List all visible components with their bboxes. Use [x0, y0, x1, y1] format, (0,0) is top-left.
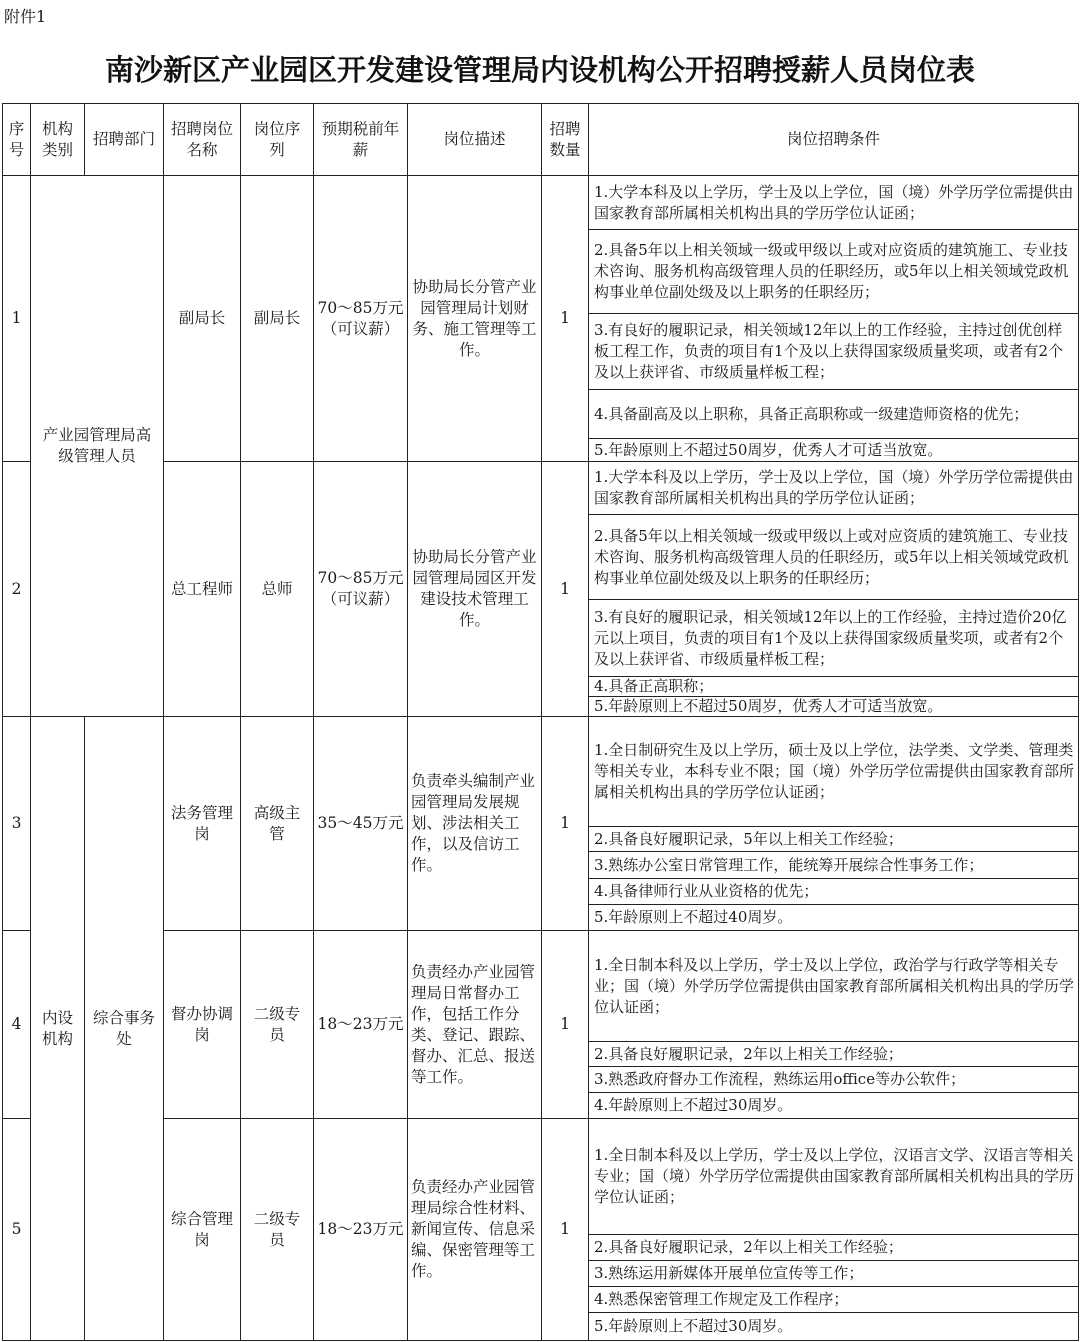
row-4-requirement: 3.熟悉政府督办工作流程，熟练运用office等办公软件；	[588, 1066, 1079, 1093]
row-4-requirement: 2.具备良好履职记录，2年以上相关工作经验；	[588, 1041, 1079, 1067]
row-2-requirement: 3.有良好的履职记录，相关领域12年以上的工作经验，主持过造价20亿元以上项目，负责的项目有1个及以上获得国家级质量奖项，或者有2个及以上获评省、市级质量样板工程；	[588, 599, 1079, 677]
row-3-requirement: 1.全日制研究生及以上学历，硕士及以上学位，法学类、文学类、管理类等相关专业，本科专业不限；国（境）外学历学位需提供由国家教育部所属相关机构出具的学历学位认证函；	[588, 716, 1079, 827]
row-4-position-name: 督办协调岗	[163, 930, 241, 1119]
row-5-position-series: 二级专员	[240, 1118, 314, 1341]
row-2-position-name: 总工程师	[163, 461, 241, 717]
row-2-requirement: 1.大学本科及以上学历，学士及以上学位，国（境）外学历学位需提供由国家教育部所属相关机构出具的学历学位认证函；	[588, 461, 1079, 515]
header-salary: 预期税前年薪	[313, 103, 408, 176]
row-1-requirement: 4.具备副高及以上职称，具备正高职称或一级建造师资格的优先；	[588, 389, 1079, 439]
row-3-requirement: 3.熟练办公室日常管理工作，能统筹开展综合性事务工作；	[588, 851, 1079, 879]
row-1-position-name: 副局长	[163, 175, 241, 462]
row-2-position-series: 总师	[240, 461, 314, 717]
row-3-seq: 3	[2, 716, 31, 931]
row-2-seq: 2	[2, 461, 31, 717]
row-3-requirement: 5.年龄原则上不超过40周岁。	[588, 904, 1079, 931]
row-4-count: 1	[541, 930, 589, 1119]
row-5-requirement: 4.熟悉保密管理工作规定及工作程序；	[588, 1286, 1079, 1313]
row-1-position-series: 副局长	[240, 175, 314, 462]
row-3-description: 负责牵头编制产业园管理局发展规划、涉法相关工作，以及信访工作。	[407, 716, 542, 931]
row-4-position-series: 二级专员	[240, 930, 314, 1119]
row-3-requirement: 4.具备律师行业从业资格的优先；	[588, 878, 1079, 905]
row-1-requirement: 5.年龄原则上不超过50周岁，优秀人才可适当放宽。	[588, 438, 1079, 462]
header-requirements: 岗位招聘条件	[588, 103, 1079, 176]
row-3-requirement: 2.具备良好履职记录，5年以上相关工作经验；	[588, 826, 1079, 852]
row-5-requirement: 5.年龄原则上不超过30周岁。	[588, 1312, 1079, 1341]
page-title: 南沙新区产业园区开发建设管理局内设机构公开招聘授薪人员岗位表	[104, 53, 975, 87]
row-1-description: 协助局长分管产业园管理局计划财务、施工管理等工作。	[407, 175, 542, 462]
row-5-requirement: 2.具备良好履职记录，2年以上相关工作经验；	[588, 1234, 1079, 1261]
row-2-count: 1	[541, 461, 589, 717]
header-seq: 序号	[2, 103, 31, 176]
header-org-type: 机构类别	[30, 103, 85, 176]
row-5-requirement: 3.熟练运用新媒体开展单位宣传等工作；	[588, 1260, 1079, 1287]
row-4-requirement: 1.全日制本科及以上学历，学士及以上学位，政治学与行政学等相关专业；国（境）外学历学位需提供由国家教育部所属相关机构出具的学历学位认证函；	[588, 930, 1079, 1042]
row-3-position-series: 高级主管	[240, 716, 314, 931]
row-5-salary: 18～23万元	[313, 1118, 408, 1341]
header-count: 招聘数量	[541, 103, 589, 176]
group-department-general-affairs: 综合事务处	[84, 716, 164, 1341]
row-4-description: 负责经办产业园管理局日常督办工作，包括工作分类、登记、跟踪、督办、汇总、报送等工作。	[407, 930, 542, 1119]
group-org-type-internal: 内设机构	[30, 716, 85, 1341]
row-4-requirement: 4.年龄原则上不超过30周岁。	[588, 1092, 1079, 1119]
row-1-requirement: 3.有良好的履职记录，相关领域12年以上的工作经验，主持过创优创样板工程工作，负责的项目有1个及以上获得国家级质量奖项，或者有2个及以上获评省、市级质量样板工程；	[588, 313, 1079, 390]
row-2-salary: 70～85万元（可议薪）	[313, 461, 408, 717]
attachment-label: 附件1	[4, 7, 47, 26]
row-3-count: 1	[541, 716, 589, 931]
row-1-requirement: 2.具备5年以上相关领域一级或甲级以上或对应资质的建筑施工、专业技术咨询、服务机构高级管理人员的任职经历，或5年以上相关领域党政机构事业单位副处级及以上职务的任职经历；	[588, 229, 1079, 314]
row-4-salary: 18～23万元	[313, 930, 408, 1119]
row-2-requirement: 2.具备5年以上相关领域一级或甲级以上或对应资质的建筑施工、专业技术咨询、服务机构高级管理人员的任职经历，或5年以上相关领域党政机构事业单位副处级及以上职务的任职经历；	[588, 514, 1079, 600]
row-3-salary: 35～45万元	[313, 716, 408, 931]
row-2-description: 协助局长分管产业园管理局园区开发建设技术管理工作。	[407, 461, 542, 717]
row-3-position-name: 法务管理岗	[163, 716, 241, 931]
row-1-salary: 70～85万元（可议薪）	[313, 175, 408, 462]
header-department: 招聘部门	[84, 103, 164, 176]
header-position-series: 岗位序列	[240, 103, 314, 176]
row-2-requirement: 5.年龄原则上不超过50周岁，优秀人才可适当放宽。	[588, 696, 1079, 717]
row-5-description: 负责经办产业园管理局综合性材料、新闻宣传、信息采编、保密管理等工作。	[407, 1118, 542, 1341]
row-1-requirement: 1.大学本科及以上学历，学士及以上学位，国（境）外学历学位需提供由国家教育部所属相关机构出具的学历学位认证函；	[588, 175, 1079, 230]
row-5-position-name: 综合管理岗	[163, 1118, 241, 1341]
row-5-requirement: 1.全日制本科及以上学历，学士及以上学位，汉语言文学、汉语言等相关专业；国（境）外学历学位需提供由国家教育部所属相关机构出具的学历学位认证函；	[588, 1118, 1079, 1235]
header-description: 岗位描述	[407, 103, 542, 176]
group-department-senior-mgmt: 产业园管理局高级管理人员	[30, 175, 164, 717]
row-4-seq: 4	[2, 930, 31, 1119]
row-1-count: 1	[541, 175, 589, 462]
row-5-count: 1	[541, 1118, 589, 1341]
row-2-requirement: 4.具备正高职称；	[588, 676, 1079, 697]
header-position-name: 招聘岗位名称	[163, 103, 241, 176]
row-1-seq: 1	[2, 175, 31, 462]
row-5-seq: 5	[2, 1118, 31, 1341]
